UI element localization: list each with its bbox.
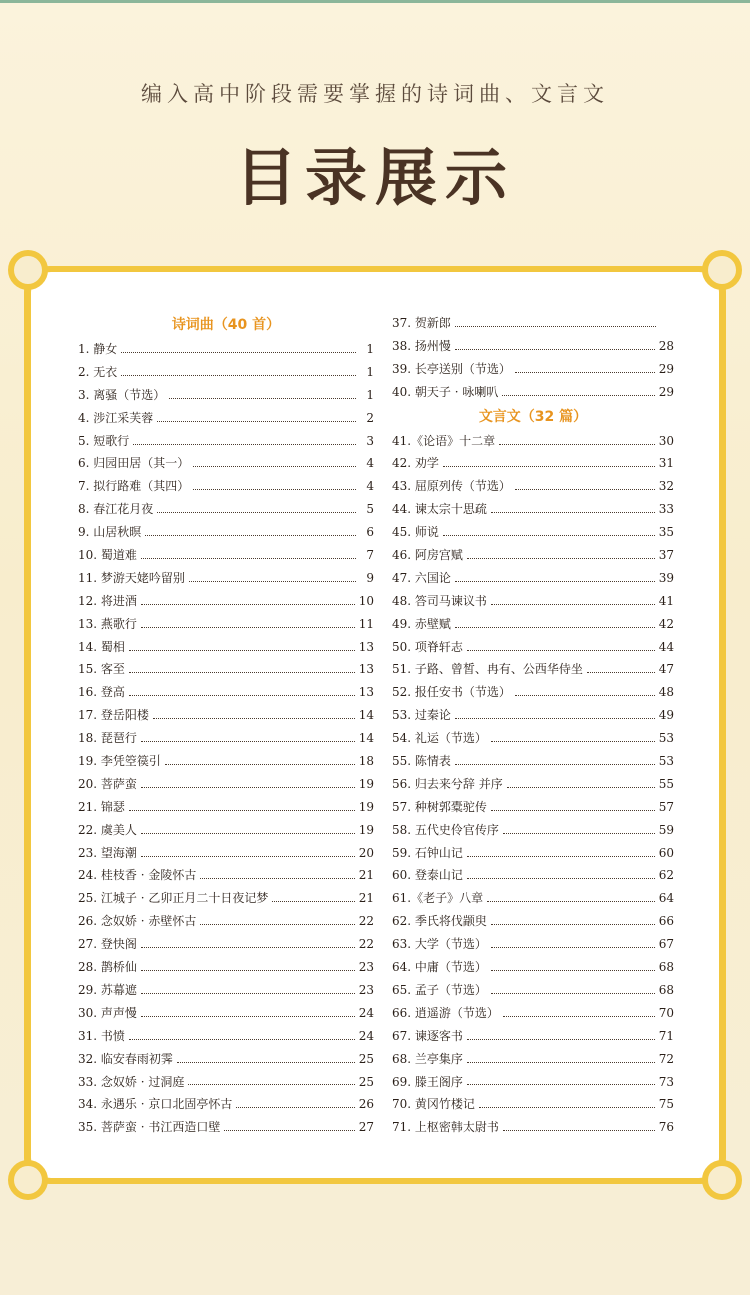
toc-entry	[392, 544, 674, 567]
toc-entry-title: 14. 蜀相	[78, 639, 125, 654]
dot-leader	[141, 1008, 355, 1017]
toc-entry-title: 59. 石钟山记	[392, 845, 463, 860]
dot-leader	[236, 1099, 354, 1108]
toc-entry	[392, 381, 674, 404]
dot-leader	[188, 1076, 354, 1085]
toc-entry-page: 62	[658, 868, 674, 883]
dot-leader	[129, 802, 355, 811]
dot-leader	[503, 1008, 655, 1017]
toc-entry	[78, 452, 374, 475]
dot-leader	[129, 687, 355, 696]
toc-entry-title: 60. 登泰山记	[392, 868, 463, 883]
toc-entry	[392, 1025, 674, 1048]
toc-entry-page: 35	[658, 525, 674, 540]
toc-entry-title: 67. 谏逐客书	[392, 1028, 463, 1043]
toc-entry-title: 69. 滕王阁序	[392, 1074, 463, 1089]
dot-leader	[272, 893, 354, 902]
toc-entry	[78, 384, 374, 407]
toc-list-prose	[392, 430, 674, 1140]
page-title: 目录展示	[234, 141, 515, 214]
toc-entry-page: 67	[658, 937, 674, 952]
dot-leader	[491, 939, 655, 948]
toc-entry-title: 53. 过秦论	[392, 708, 451, 723]
toc-entry-page: 13	[358, 639, 374, 654]
toc-entry-title: 62. 季氏将伐颛臾	[392, 914, 487, 929]
toc-entry-page: 21	[358, 891, 374, 906]
dot-leader	[515, 364, 655, 373]
toc-entry	[78, 475, 374, 498]
dot-leader	[193, 481, 356, 490]
toc-entry	[78, 521, 374, 544]
toc-entry-page: 66	[658, 914, 674, 929]
toc-entry-title: 19. 李凭箜篌引	[78, 754, 161, 769]
toc-entry-page: 11	[358, 616, 374, 631]
toc-entry-title: 43. 屈原列传（节选）	[392, 479, 511, 494]
toc-entry-title: 65. 孟子（节选）	[392, 982, 487, 997]
toc-entry-page: 32	[658, 479, 674, 494]
toc-entry-title: 29. 苏幕遮	[78, 982, 137, 997]
toc-entry	[78, 864, 374, 887]
toc-entry	[78, 1048, 374, 1071]
dot-leader	[133, 436, 356, 445]
toc-entry	[392, 1116, 674, 1139]
toc-entry	[392, 910, 674, 933]
toc-entry-page: 14	[358, 708, 374, 723]
dot-leader	[499, 436, 655, 445]
toc-entry	[392, 956, 674, 979]
toc-entry-page: 24	[358, 1028, 374, 1043]
toc-entry-page: 37	[658, 548, 674, 563]
toc-entry-title: 20. 菩萨蛮	[78, 776, 137, 791]
toc-entry-page: 41	[658, 593, 674, 608]
toc-entry-title: 40. 朝天子 · 咏喇叭	[392, 384, 499, 399]
toc-entry-page: 68	[658, 982, 674, 997]
toc-entry-page: 76	[658, 1120, 674, 1135]
toc-entry-title: 66. 逍遥游（节选）	[392, 1005, 499, 1020]
toc-entry-page: 9	[366, 570, 374, 585]
toc-entry-page: 1	[366, 387, 374, 402]
dot-leader	[491, 916, 655, 925]
toc-entry	[78, 704, 374, 727]
toc-entry-title: 2. 无衣	[78, 364, 118, 379]
section-heading-poetry: 诗词曲（40 首）	[171, 317, 281, 333]
toc-entry-page: 53	[658, 754, 674, 769]
toc-entry-page: 30	[658, 433, 674, 448]
toc-entry-page: 19	[358, 799, 374, 814]
toc-entry-page: 28	[658, 338, 674, 353]
toc-entry-page: 21	[358, 868, 374, 883]
dot-leader	[153, 710, 355, 719]
dot-leader	[467, 870, 655, 879]
dot-leader	[443, 458, 655, 467]
toc-entry-page: 14	[358, 731, 374, 746]
toc-entry-title: 18. 琵琶行	[78, 731, 137, 746]
toc-entry-title: 11. 梦游天姥吟留别	[78, 570, 185, 585]
dot-leader	[165, 756, 355, 765]
dot-leader	[491, 596, 655, 605]
toc-entry-title: 3. 离骚（节选）	[78, 387, 166, 402]
toc-entry	[392, 658, 674, 681]
toc-entry-page: 57	[658, 799, 674, 814]
toc-entry	[392, 521, 674, 544]
toc-entry-title: 71. 上枢密韩太尉书	[392, 1120, 499, 1135]
toc-entry	[78, 498, 374, 521]
dot-leader	[467, 550, 655, 559]
toc-entry-page: 13	[358, 685, 374, 700]
dot-leader	[491, 504, 655, 513]
toc-entry-page: 19	[358, 776, 374, 791]
toc-entry-title: 13. 燕歌行	[78, 616, 137, 631]
toc-entry-title: 49. 赤壁赋	[392, 616, 451, 631]
dot-leader	[141, 825, 355, 834]
toc-entry-page: 70	[658, 1005, 674, 1020]
toc-entry-title: 24. 桂枝香 · 金陵怀古	[78, 868, 197, 883]
toc-entry	[392, 727, 674, 750]
toc-entry-page: 71	[658, 1028, 674, 1043]
dot-leader	[177, 1054, 355, 1063]
toc-entry-page: 59	[658, 822, 674, 837]
toc-entry	[78, 613, 374, 636]
dot-leader	[467, 848, 655, 857]
toc-entry-title: 17. 登岳阳楼	[78, 708, 149, 723]
dot-leader	[157, 504, 356, 513]
toc-entry-title: 34. 永遇乐 · 京口北固亭怀古	[78, 1097, 233, 1112]
toc-entry	[78, 1116, 374, 1139]
dot-leader	[141, 985, 355, 994]
toc-entry	[78, 910, 374, 933]
toc-entry	[392, 750, 674, 773]
toc-entry-title: 64. 中庸（节选）	[392, 960, 487, 975]
toc-entry-page: 7	[366, 548, 374, 563]
toc-entry-title: 44. 谏太宗十思疏	[392, 502, 487, 517]
toc-entry-title: 26. 念奴娇 · 赤壁怀古	[78, 914, 197, 929]
toc-entry-title: 39. 长亭送别（节选）	[392, 361, 511, 376]
toc-entry	[392, 842, 674, 865]
toc-entry-page: 23	[358, 982, 374, 997]
toc-entry-title: 8. 春江花月夜	[78, 502, 154, 517]
dot-leader	[141, 550, 356, 559]
toc-entry	[78, 567, 374, 590]
toc-column-left	[78, 312, 374, 1139]
toc-entry-title: 21. 锦瑟	[78, 799, 125, 814]
toc-entry-title: 61.《老子》八章	[392, 891, 484, 906]
toc-entry-title: 31. 书愤	[78, 1028, 125, 1043]
toc-entry	[78, 681, 374, 704]
toc-entry	[392, 335, 674, 358]
frame-corner-ornament	[8, 250, 48, 290]
toc-entry	[78, 933, 374, 956]
dot-leader	[491, 802, 655, 811]
dot-leader	[224, 1122, 354, 1131]
toc-entry	[392, 681, 674, 704]
toc-entry	[392, 613, 674, 636]
dot-leader	[503, 1122, 655, 1131]
toc-entry-title: 22. 虞美人	[78, 822, 137, 837]
toc-entry-page: 26	[358, 1097, 374, 1112]
toc-entry-title: 5. 短歌行	[78, 433, 130, 448]
toc-entry-title: 52. 报任安书（节选）	[392, 685, 511, 700]
toc-entry	[78, 361, 374, 384]
toc-entry-page: 22	[358, 937, 374, 952]
toc-entry	[78, 1071, 374, 1094]
dot-leader	[491, 733, 655, 742]
toc-entry-page: 60	[658, 845, 674, 860]
toc-entry-page: 29	[658, 361, 674, 376]
toc-entry-page: 75	[658, 1097, 674, 1112]
toc-list-poetry	[78, 338, 374, 1139]
dot-leader	[443, 527, 655, 536]
dot-leader	[189, 573, 356, 582]
toc-entry-title: 56. 归去来兮辞 并序	[392, 776, 503, 791]
toc-entry-title: 68. 兰亭集序	[392, 1051, 463, 1066]
toc-entry	[392, 796, 674, 819]
dot-leader	[455, 341, 655, 350]
toc-entry	[78, 842, 374, 865]
dot-leader	[129, 1031, 355, 1040]
toc-entry-title: 48. 答司马谏议书	[392, 593, 487, 608]
toc-entry-title: 35. 菩萨蛮 · 书江西造口壁	[78, 1120, 221, 1135]
toc-entry-title: 50. 项脊轩志	[392, 639, 463, 654]
dot-leader	[141, 779, 355, 788]
dot-leader	[455, 619, 655, 628]
toc-entry-title: 25. 江城子 · 乙卯正月二十日夜记梦	[78, 891, 269, 906]
toc-entry-page: 72	[658, 1051, 674, 1066]
dot-leader	[169, 390, 356, 399]
dot-leader	[129, 664, 355, 673]
toc-list-poetry-continued	[392, 312, 674, 404]
toc-entry-title: 10. 蜀道难	[78, 548, 137, 563]
toc-entry	[392, 819, 674, 842]
toc-entry	[78, 544, 374, 567]
dot-leader	[129, 642, 355, 651]
toc-entry	[392, 312, 674, 335]
toc-entry	[78, 338, 374, 361]
dot-leader	[455, 756, 655, 765]
dot-leader	[141, 962, 355, 971]
dot-leader	[141, 596, 355, 605]
toc-entry-page: 44	[658, 639, 674, 654]
toc-entry	[78, 819, 374, 842]
toc-entry-title: 47. 六国论	[392, 570, 451, 585]
dot-leader	[121, 344, 356, 353]
dot-leader	[121, 367, 356, 376]
section-heading-prose: 文言文（32 篇）	[478, 408, 588, 425]
toc-entry	[392, 636, 674, 659]
toc-entry	[78, 1002, 374, 1025]
toc-entry-title: 7. 拟行路难（其四）	[78, 479, 190, 494]
toc-entry-page: 53	[658, 731, 674, 746]
page-subtitle: 编入高中阶段需要掌握的诗词曲、文言文	[141, 82, 609, 106]
toc-entry-page: 31	[658, 456, 674, 471]
toc-entry	[78, 430, 374, 453]
dot-leader	[455, 573, 655, 582]
toc-entry-page: 4	[366, 479, 374, 494]
dot-leader	[587, 664, 655, 673]
dot-leader	[491, 962, 655, 971]
toc-entry-page: 64	[658, 891, 674, 906]
toc-entry-title: 42. 劝学	[392, 456, 439, 471]
toc-entry	[78, 887, 374, 910]
toc-entry-page: 39	[658, 570, 674, 585]
toc-entry-page: 1	[366, 342, 374, 356]
toc-entry-page: 2	[366, 410, 374, 425]
toc-entry-title: 58. 五代史伶官传序	[392, 822, 499, 837]
dot-leader	[467, 1031, 655, 1040]
toc-entry-page: 47	[658, 662, 674, 677]
toc-entry	[78, 658, 374, 681]
toc-entry-title: 12. 将进酒	[78, 593, 137, 608]
dot-leader	[200, 916, 354, 925]
frame-corner-ornament	[8, 1160, 48, 1200]
toc-entry-page: 25	[358, 1051, 374, 1066]
toc-entry	[392, 475, 674, 498]
toc-entry	[78, 1093, 374, 1116]
toc-entry-title: 15. 客至	[78, 662, 125, 677]
toc-entry	[78, 796, 374, 819]
toc-entry	[392, 590, 674, 613]
toc-entry-title: 38. 扬州慢	[392, 338, 451, 353]
toc-entry-page: 22	[358, 914, 374, 929]
toc-entry-title: 23. 望海潮	[78, 845, 137, 860]
top-accent-line	[0, 0, 750, 3]
toc-entry-page: 23	[358, 960, 374, 975]
toc-entry	[392, 1002, 674, 1025]
toc-entry-title: 1. 静女	[78, 342, 118, 356]
toc-entry-title: 30. 声声慢	[78, 1005, 137, 1020]
dot-leader	[157, 413, 356, 422]
toc-entry-page: 55	[658, 776, 674, 791]
toc-entry-page: 24	[358, 1005, 374, 1020]
toc-entry-title: 28. 鹊桥仙	[78, 960, 137, 975]
toc-entry-title: 41.《论语》十二章	[392, 433, 496, 448]
dot-leader	[515, 687, 655, 696]
toc-entry	[392, 933, 674, 956]
dot-leader	[467, 642, 655, 651]
toc-entry-title: 16. 登高	[78, 685, 125, 700]
frame-corner-ornament	[702, 1160, 742, 1200]
toc-entry-page: 1	[366, 364, 374, 379]
dot-leader	[193, 458, 356, 467]
toc-entry-page: 10	[358, 593, 374, 608]
toc-entry	[78, 1025, 374, 1048]
dot-leader	[507, 779, 655, 788]
toc-entry-page: 68	[658, 960, 674, 975]
toc-entry	[78, 727, 374, 750]
toc-entry-page: 49	[658, 708, 674, 723]
toc-entry	[392, 979, 674, 1002]
toc-entry-page: 18	[358, 754, 374, 769]
toc-entry-title: 6. 归园田居（其一）	[78, 456, 190, 471]
toc-entry-title: 51. 子路、曾皙、冉有、公西华侍坐	[392, 662, 583, 677]
dot-leader	[491, 985, 655, 994]
dot-leader	[515, 481, 655, 490]
toc-entry-page: 42	[658, 616, 674, 631]
toc-entry-page: 6	[366, 525, 374, 540]
toc-entry	[392, 864, 674, 887]
toc-entry-title: 33. 念奴娇 · 过洞庭	[78, 1074, 185, 1089]
toc-entry-title: 54. 礼运（节选）	[392, 731, 487, 746]
toc-entry-page: 3	[366, 433, 374, 448]
toc-entry-title: 57. 种树郭橐驼传	[392, 799, 487, 814]
dot-leader	[467, 1076, 655, 1085]
toc-entry	[78, 750, 374, 773]
toc-entry	[392, 358, 674, 381]
toc-entry-title: 4. 涉江采芙蓉	[78, 410, 154, 425]
toc-entry	[392, 567, 674, 590]
toc-entry-page: 73	[658, 1074, 674, 1089]
toc-entry-title: 37. 贺新郎	[392, 316, 451, 330]
toc-entry-page: 48	[658, 685, 674, 700]
toc-entry	[392, 498, 674, 521]
toc-entry	[78, 956, 374, 979]
toc-entry-page: 13	[358, 662, 374, 677]
frame-corner-ornament	[702, 250, 742, 290]
toc-entry	[78, 636, 374, 659]
toc-entry	[392, 887, 674, 910]
toc-entry	[392, 1048, 674, 1071]
toc-entry-title: 45. 师说	[392, 525, 439, 540]
toc-entry	[78, 979, 374, 1002]
toc-entry-title: 9. 山居秋暝	[78, 525, 142, 540]
toc-entry-title: 32. 临安春雨初霁	[78, 1051, 173, 1066]
dot-leader	[141, 848, 355, 857]
dot-leader	[467, 1054, 655, 1063]
dot-leader	[455, 710, 655, 719]
toc-entry-page: 33	[658, 502, 674, 517]
dot-leader	[503, 825, 655, 834]
dot-leader	[141, 733, 355, 742]
toc-entry	[392, 452, 674, 475]
toc-entry	[392, 430, 674, 453]
toc-column-right	[392, 312, 674, 1139]
toc-entry-title: 70. 黄冈竹楼记	[392, 1097, 475, 1112]
toc-entry-title: 27. 登快阁	[78, 937, 137, 952]
toc-entry-title: 63. 大学（节选）	[392, 937, 487, 952]
toc-entry-page: 19	[358, 822, 374, 837]
toc-entry-page: 4	[366, 456, 374, 471]
dot-leader	[455, 318, 656, 327]
toc-entry	[78, 590, 374, 613]
dot-leader	[200, 870, 354, 879]
toc-entry-page: 5	[366, 502, 374, 517]
toc-entry	[392, 1093, 674, 1116]
dot-leader	[141, 619, 355, 628]
dot-leader	[479, 1099, 655, 1108]
toc-entry	[78, 773, 374, 796]
toc-entry-title: 55. 陈情表	[392, 754, 451, 769]
dot-leader	[145, 527, 356, 536]
toc-entry-page: 20	[358, 845, 374, 860]
dot-leader	[487, 893, 655, 902]
toc-entry	[392, 773, 674, 796]
toc-entry-page: 25	[358, 1074, 374, 1089]
toc-entry	[392, 1071, 674, 1094]
toc-entry-page: 27	[358, 1120, 374, 1135]
toc-entry-title: 46. 阿房宫赋	[392, 548, 463, 563]
toc-entry-page: 29	[658, 384, 674, 399]
dot-leader	[141, 939, 355, 948]
toc-entry	[78, 407, 374, 430]
dot-leader	[502, 387, 654, 396]
toc-entry	[392, 704, 674, 727]
